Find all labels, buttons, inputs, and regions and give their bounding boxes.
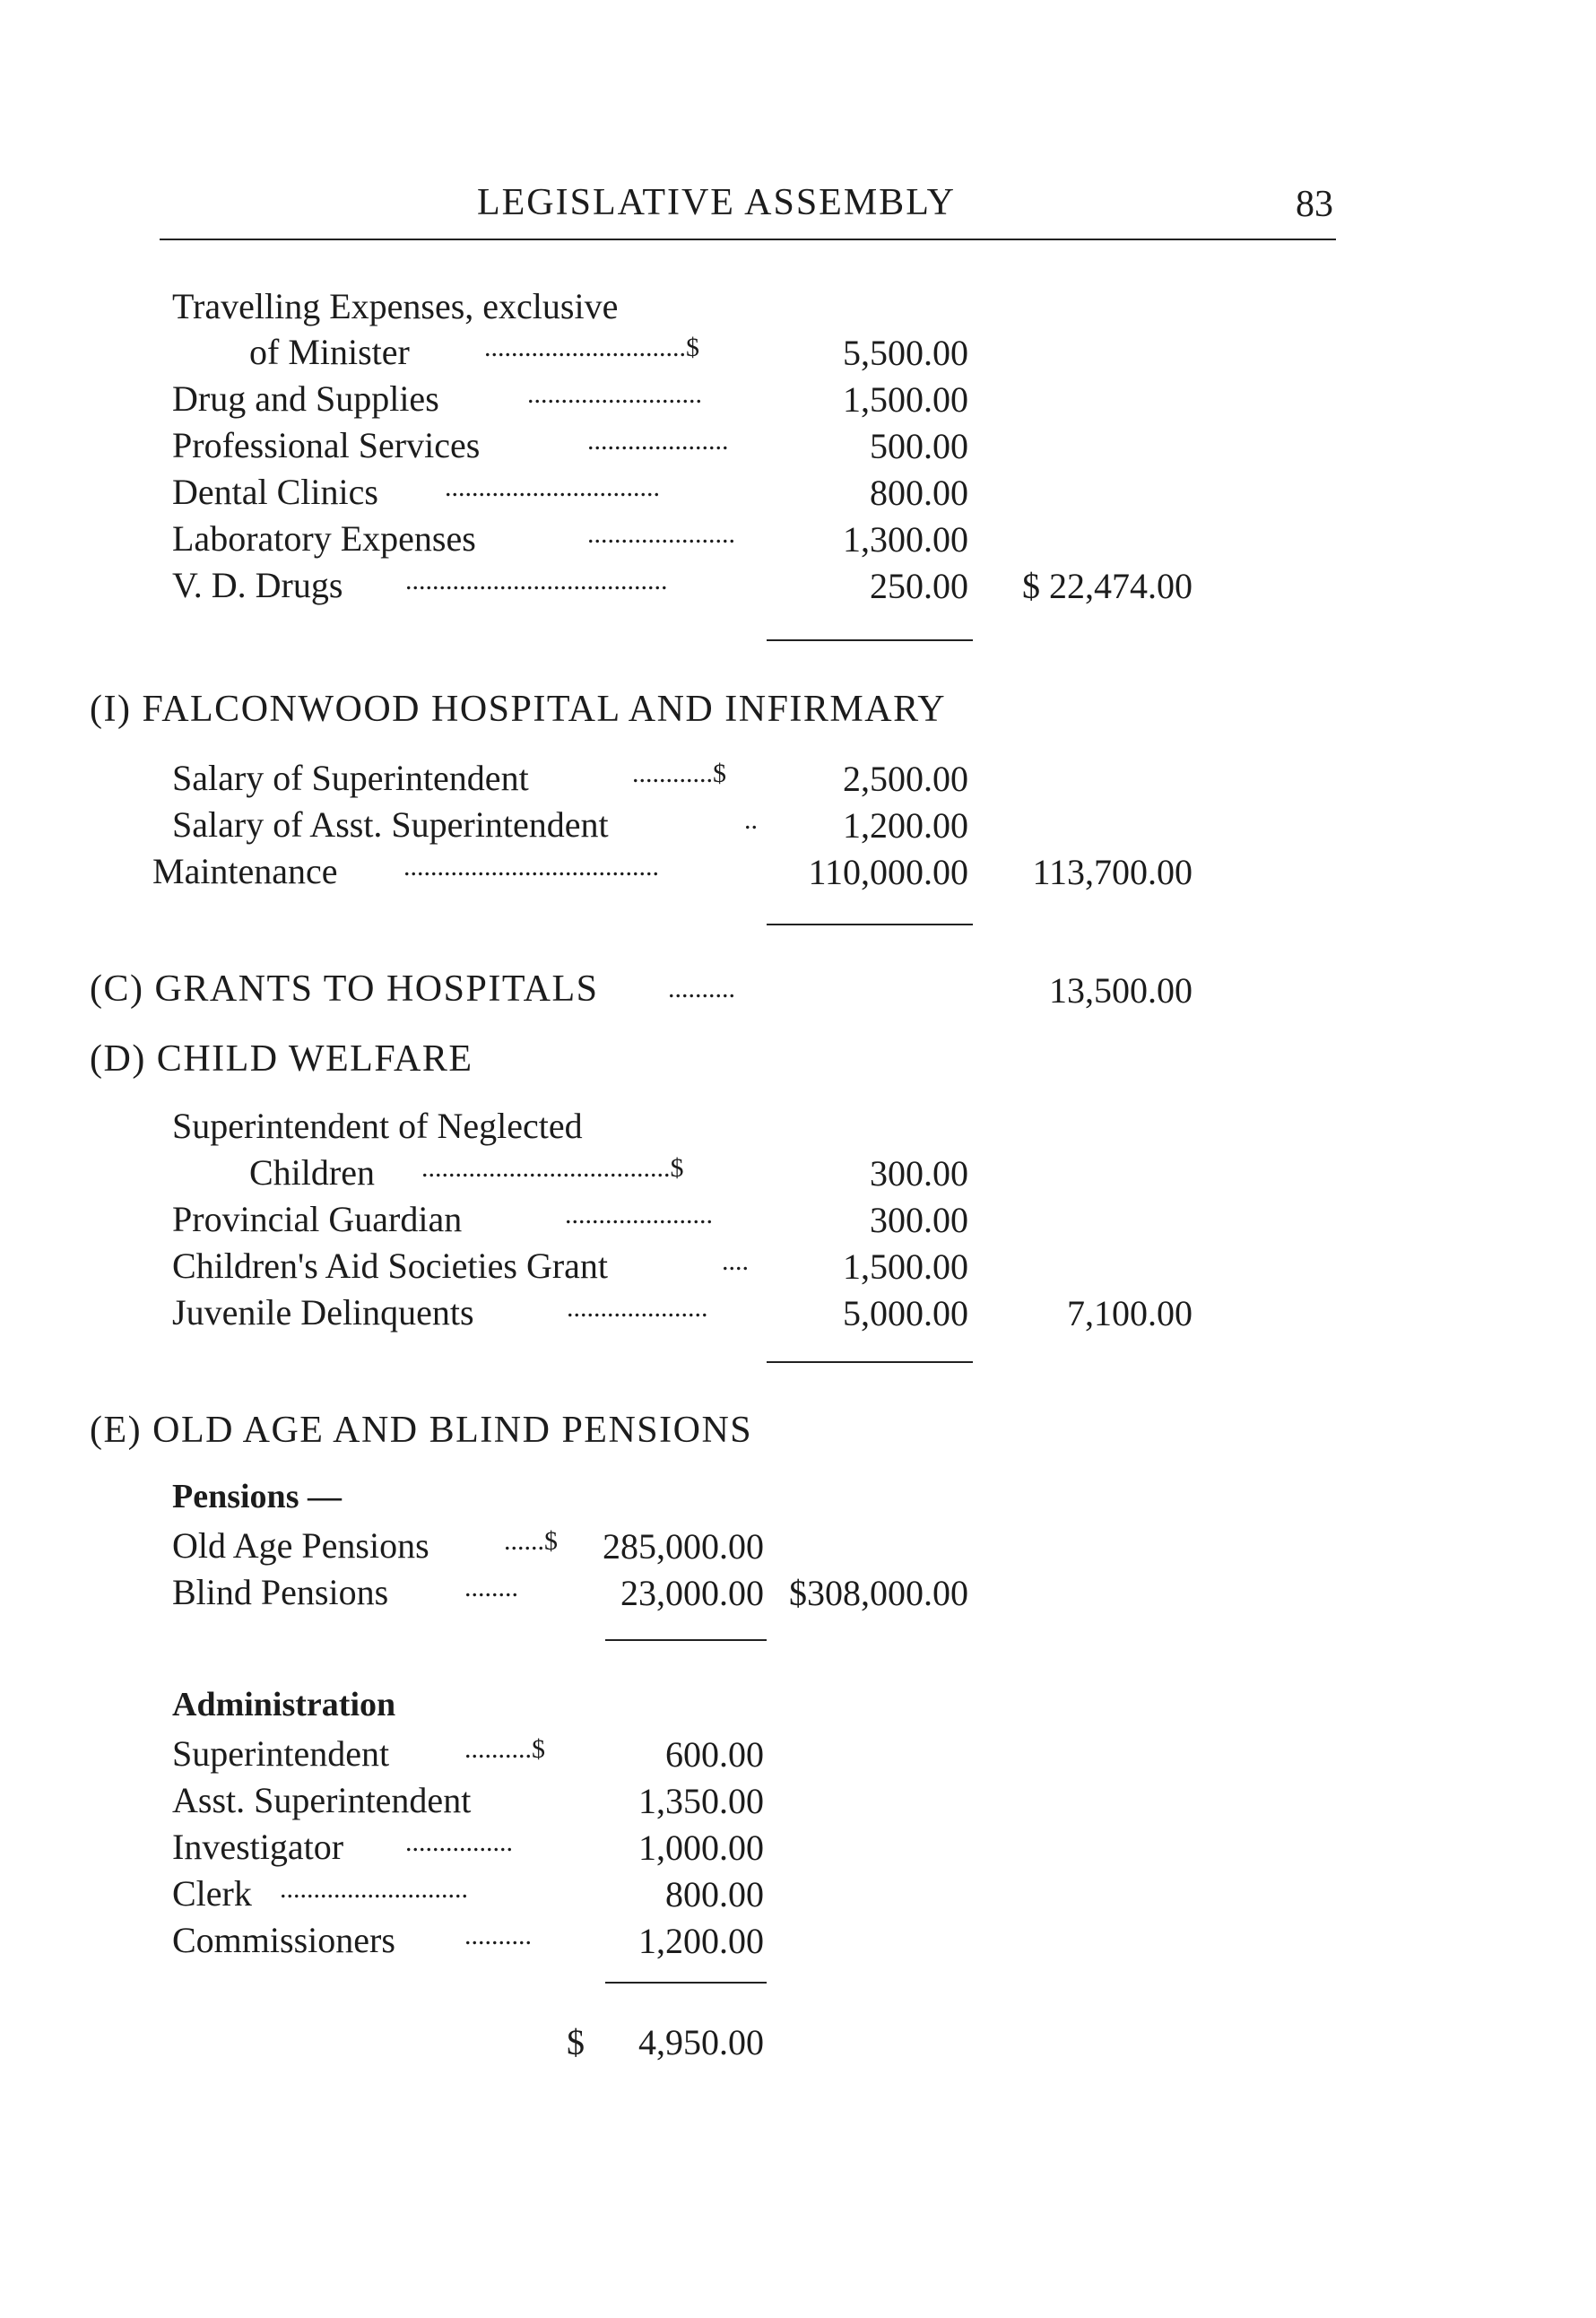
line-label: Investigator [172,1827,344,1867]
line-label: Provincial Guardian [172,1199,463,1239]
amount: 800.00 [870,473,968,513]
amount: 23,000.00 [620,1573,764,1613]
section-heading: (C) GRANTS TO HOSPITALS [90,968,599,1010]
line-label: Drug and Supplies [172,378,439,419]
leader-dots: ................................ [445,473,660,502]
section-heading: (D) CHILD WELFARE [90,1038,473,1080]
running-header: LEGISLATIVE ASSEMBLY [477,182,956,223]
total-rule [605,1639,767,1641]
leader-dots: .......................... [527,379,702,409]
section-total: $ 22,474.00 [1022,566,1193,606]
total-rule [767,639,973,641]
subsection-title: Pensions — [172,1478,342,1515]
amount: 1,350.00 [638,1781,764,1821]
line-label: Children [249,1152,375,1193]
leader-dots: ..................... [587,426,729,456]
section-total: 13,500.00 [1049,970,1193,1011]
line-label: Salary of Superintendent [172,758,529,798]
section-heading: (I) FALCONWOOD HOSPITAL AND INFIRMARY [90,689,947,730]
line-label: of Minister [249,332,410,372]
leader-dots: .....................................$ [421,1153,684,1183]
leader-dots: ...................... [587,519,735,549]
line-label: Dental Clinics [172,472,378,512]
line-label: Asst. Superintendent [172,1780,472,1820]
line-label: Maintenance [152,851,338,891]
amount: 5,500.00 [843,333,968,373]
subsection-title: Administration [172,1686,396,1723]
line-label: Laboratory Expenses [172,518,476,559]
leader-dots: .. [744,805,758,835]
amount: 300.00 [870,1153,968,1194]
leader-dots: ......$ [504,1526,558,1556]
total-currency: $ [567,2022,585,2062]
section-total: 113,700.00 [1032,852,1193,892]
line-label: Children's Aid Societies Grant [172,1246,609,1286]
line-label: Superintendent of Neglected [172,1106,583,1146]
leader-dots: ................ [405,1827,513,1857]
amount: 1,500.00 [843,379,968,420]
amount: 110,000.00 [808,852,968,892]
leader-dots: ..........$ [464,1734,545,1764]
leader-dots: .... [722,1246,749,1276]
amount: 500.00 [870,426,968,466]
total-rule [605,1982,767,1984]
amount: 1,300.00 [843,519,968,560]
page-number: 83 [1296,184,1333,225]
leader-dots: ........ [464,1573,518,1602]
section-heading: (E) OLD AGE AND BLIND PENSIONS [90,1410,753,1451]
leader-dots: ....................................... [405,566,668,595]
line-label: Old Age Pensions [172,1525,429,1566]
amount: 600.00 [665,1734,764,1775]
section-total: $308,000.00 [789,1573,968,1613]
leader-dots: ............................ [280,1874,468,1904]
leader-dots: ...................... [565,1200,713,1229]
amount: 2,500.00 [843,759,968,799]
amount: 1,500.00 [843,1246,968,1287]
line-label: V. D. Drugs [172,565,343,605]
line-label: Juvenile Delinquents [172,1292,474,1333]
total-rule [767,1361,973,1363]
line-label: Blind Pensions [172,1572,389,1612]
line-label: Commissioners [172,1920,395,1960]
amount: 1,000.00 [638,1827,764,1868]
subsection-total: 4,950.00 [638,2022,764,2062]
leader-dots: ..................... [567,1293,708,1323]
line-label: Professional Services [172,425,481,465]
amount: 5,000.00 [843,1293,968,1333]
amount: 800.00 [665,1874,764,1914]
header-rule [160,239,1336,240]
leader-dots: ............$ [632,759,726,788]
amount: 1,200.00 [638,1921,764,1961]
line-label: Travelling Expenses, exclusive [172,286,619,326]
amount: 285,000.00 [603,1526,764,1567]
line-label: Superintendent [172,1733,390,1774]
amount: 250.00 [870,566,968,606]
section-total: 7,100.00 [1067,1293,1193,1333]
amount: 1,200.00 [843,805,968,846]
line-label: Clerk [172,1873,252,1914]
leader-dots: .......... [464,1921,532,1950]
total-rule [767,924,973,925]
leader-dots: ..............................$ [484,333,699,362]
line-label: Salary of Asst. Superintendent [172,804,609,845]
amount: 300.00 [870,1200,968,1240]
leader-dots: ...................................... [403,852,659,881]
leader-dots: .......... [668,974,735,1003]
